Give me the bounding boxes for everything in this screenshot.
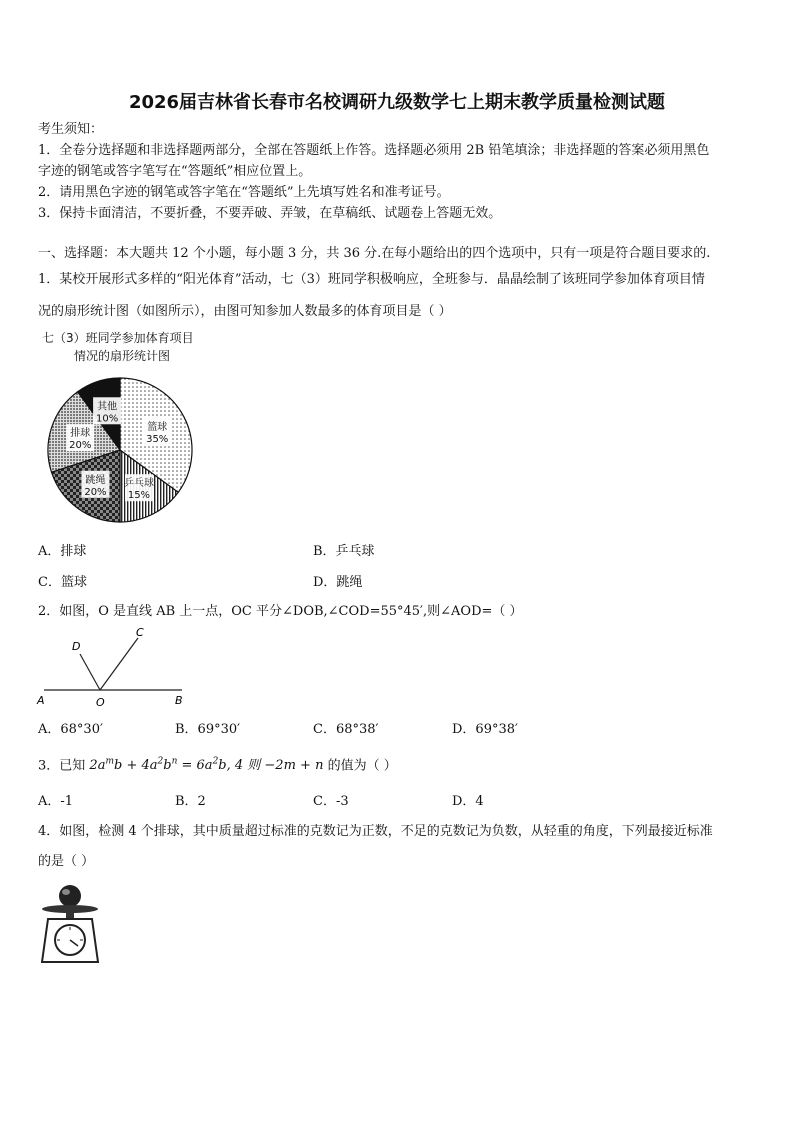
notice-item-1-cont: 字迹的钢笔或答字笔写在“答题纸”相应位置上。 <box>38 164 312 179</box>
q2-option-c[interactable]: C．68°38′ <box>313 722 379 737</box>
q2-text: 2．如图，O 是直线 AB 上一点，OC 平分∠DOB,∠COD=55°45′,则∠AOD=（ ） <box>38 604 523 619</box>
pie-slice-pct-3: 20% <box>84 486 107 498</box>
pie-slice-name-2: 乒乓球 <box>123 478 154 490</box>
label-b: B <box>175 694 183 707</box>
q1-option-c[interactable]: C．篮球 <box>38 575 87 590</box>
notice-heading: 考生须知： <box>38 122 104 137</box>
q4-line-2: 的是（ ） <box>38 854 95 869</box>
pie-slice-pct-5: 10% <box>95 413 119 425</box>
pie-title-1: 七（3）班同学参加体育项目 <box>42 331 194 345</box>
pie-slice-name-5: 其他 <box>97 401 118 413</box>
pie-title-2: 情况的扇形统计图 <box>74 349 171 363</box>
q1-line-2: 况的扇形统计图（如图所示），由图可知参加人数最多的体育项目是（ ） <box>38 304 452 319</box>
q1-pie-svg <box>40 330 230 530</box>
ray-oc <box>100 638 138 690</box>
notice-item-1: 1．全卷分选择题和非选择题两部分，全部在答题纸上作答。选择题必须用 2B 铅笔填涂；非选择题的答案必须用黑色 <box>38 143 710 158</box>
q3-option-d[interactable]: D．4 <box>452 794 484 809</box>
q1-option-d[interactable]: D．跳绳 <box>313 575 363 590</box>
q1-line-1: 1．某校开展形式多样的“阳光体育”活动，七（3）班同学积极响应，全班参与．晶晶绘制了该班同学参加体育项目情 <box>38 272 705 287</box>
q2-angle-figure <box>34 622 194 710</box>
pie-slice-pct-2: 15% <box>127 490 151 502</box>
section-heading: 一、选择题：本大题共 12 个小题，每小题 3 分，共 36 分.在每小题给出的四个选项中，只有一项是符合题目要求的. <box>38 246 711 261</box>
q3-suffix: 的值为（ ） <box>327 758 397 774</box>
label-d: D <box>72 640 81 653</box>
q1-option-a[interactable]: A．排球 <box>38 544 87 559</box>
label-c: C <box>136 626 144 639</box>
label-o: O <box>96 696 105 709</box>
q2-option-d[interactable]: D．69°38′ <box>452 722 518 737</box>
page-title: 2026届吉林省长春市名校调研九级数学七上期末教学质量检测试题 <box>128 92 666 113</box>
label-a: A <box>37 694 45 707</box>
q3-option-c[interactable]: C．-3 <box>313 794 349 809</box>
q3-expression: $2a^mb + 4a^2b^n = 6a^2b$, 4 则 −2m + n <box>89 757 324 774</box>
pie-slice-name-1: 篮球 <box>147 422 168 434</box>
notice-item-3: 3．保持卡面清洁，不要折叠，不要弄破、弄皱，在草稿纸、试题卷上答题无效。 <box>38 206 502 221</box>
pie-slice-name-4: 排球 <box>70 428 91 440</box>
q4-line-1: 4．如图，检测 4 个排球，其中质量超过标准的克数记为正数，不足的克数记为负数，从轻重的角度，下列最接近标准 <box>38 824 713 839</box>
q3-line <box>38 752 758 776</box>
q2-option-a[interactable]: A．68°30′ <box>38 722 103 737</box>
notice-item-2: 2．请用黑色字迹的钢笔或答字笔在“答题纸”上先填写姓名和准考证号。 <box>38 185 450 200</box>
scale-with-ball-image <box>36 882 106 966</box>
q1-option-b[interactable]: B．乒乓球 <box>313 544 375 559</box>
q1-pie-figure <box>40 330 230 530</box>
pie-slice-pct-4: 20% <box>69 440 92 452</box>
ray-od <box>80 654 100 690</box>
pie-slice-name-3: 跳绳 <box>85 474 106 486</box>
ball-icon <box>59 885 81 907</box>
q3-prefix: 3．已知 <box>38 758 86 774</box>
q3-option-b[interactable]: B．2 <box>175 794 206 809</box>
q2-option-b[interactable]: B．69°30′ <box>175 722 241 737</box>
q3-option-a[interactable]: A．-1 <box>38 794 74 809</box>
pie-slice-pct-1: 35% <box>146 434 169 446</box>
